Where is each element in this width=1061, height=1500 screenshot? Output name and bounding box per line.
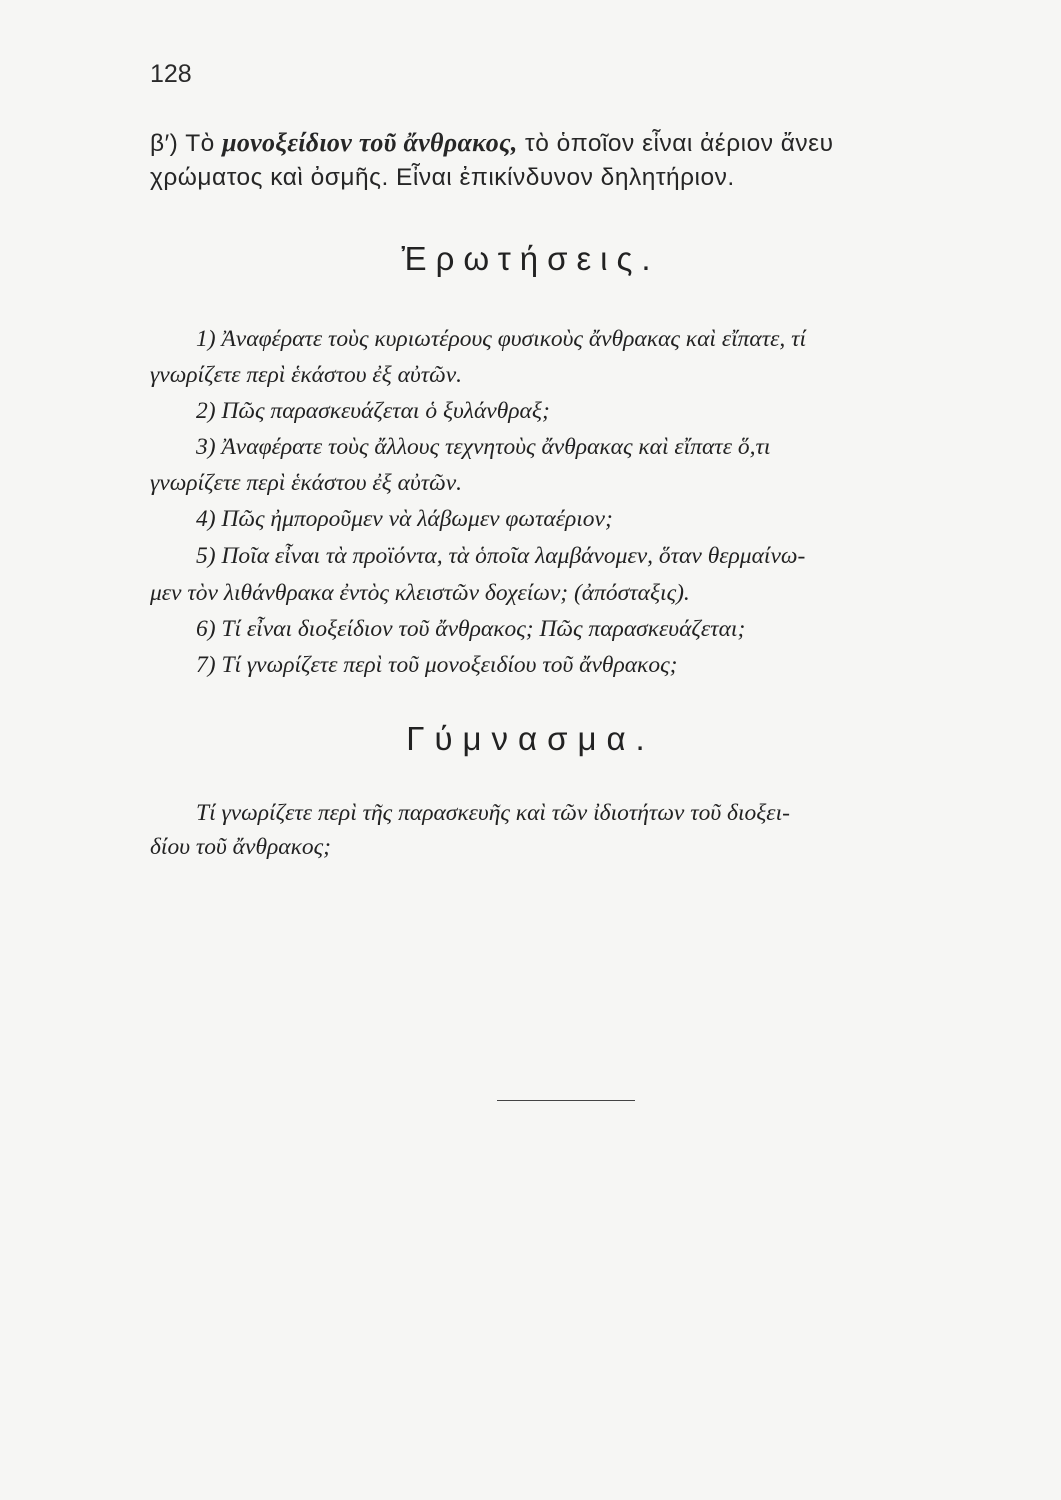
question-line: γνωρίζετε περὶ ἑκάστου ἐξ αὐτῶν.: [150, 362, 463, 388]
question-line: 7) Τί γνωρίζετε περὶ τοῦ μονοξειδίου τοῦ ἄνθρακος;: [196, 652, 678, 678]
question-line: 4) Πῶς ἠμποροῦμεν νὰ λάβωμεν φωταέριον;: [196, 506, 613, 532]
intro-line-1-rest: τὸ ὁποῖον εἶναι ἀέριον ἄνευ: [517, 130, 834, 157]
question-line: 2) Πῶς παρασκευάζεται ὁ ξυλάνθραξ;: [196, 398, 550, 424]
question-line: γνωρίζετε περὶ ἑκάστου ἐξ αὐτῶν.: [150, 470, 463, 496]
question-line: 1) Ἀναφέρατε τοὺς κυριωτέρους φυσικοὺς ἄνθρακας καὶ εἴπατε, τί: [196, 326, 807, 352]
questions-heading: Ἐρωτήσεις.: [401, 240, 660, 277]
intro-line-1: [150, 126, 990, 161]
question-line: 6) Τί εἶναι διοξείδιον τοῦ ἄνθρακος; Πῶς παρασκευάζεται;: [196, 616, 746, 642]
question-line: μεν τὸν λιθάνθρακα ἐντὸς κλειστῶν δοχείων; (ἀπόσταξις).: [150, 580, 690, 606]
intro-line-2: χρώματος καὶ ὀσμῆς. Εἶναι ἐπικίνδυνον δηλητήριον.: [150, 164, 735, 191]
exercise-heading: Γύμνασμα.: [406, 720, 655, 757]
section-divider: [497, 1100, 635, 1101]
intro-paragraph: [150, 126, 990, 195]
intro-prefix: β′) Τὸ: [150, 130, 223, 157]
question-line: 5) Ποῖα εἶναι τὰ προϊόντα, τὰ ὁποῖα λαμβάνομεν, ὅταν θερμαίνω-: [196, 543, 806, 569]
intro-term: μονοξείδιον τοῦ ἄνθρακος,: [222, 128, 518, 157]
exercise-line: Τί γνωρίζετε περὶ τῆς παρασκευῆς καὶ τῶν ἰδιοτήτων τοῦ διοξει-: [196, 800, 790, 826]
exercise-line: δίου τοῦ ἄνθρακος;: [150, 834, 332, 860]
question-line: 3) Ἀναφέρατε τοὺς ἄλλους τεχνητοὺς ἄνθρακας καὶ εἴπατε ὅ,τι: [196, 434, 771, 460]
page-number: 128: [150, 60, 192, 88]
